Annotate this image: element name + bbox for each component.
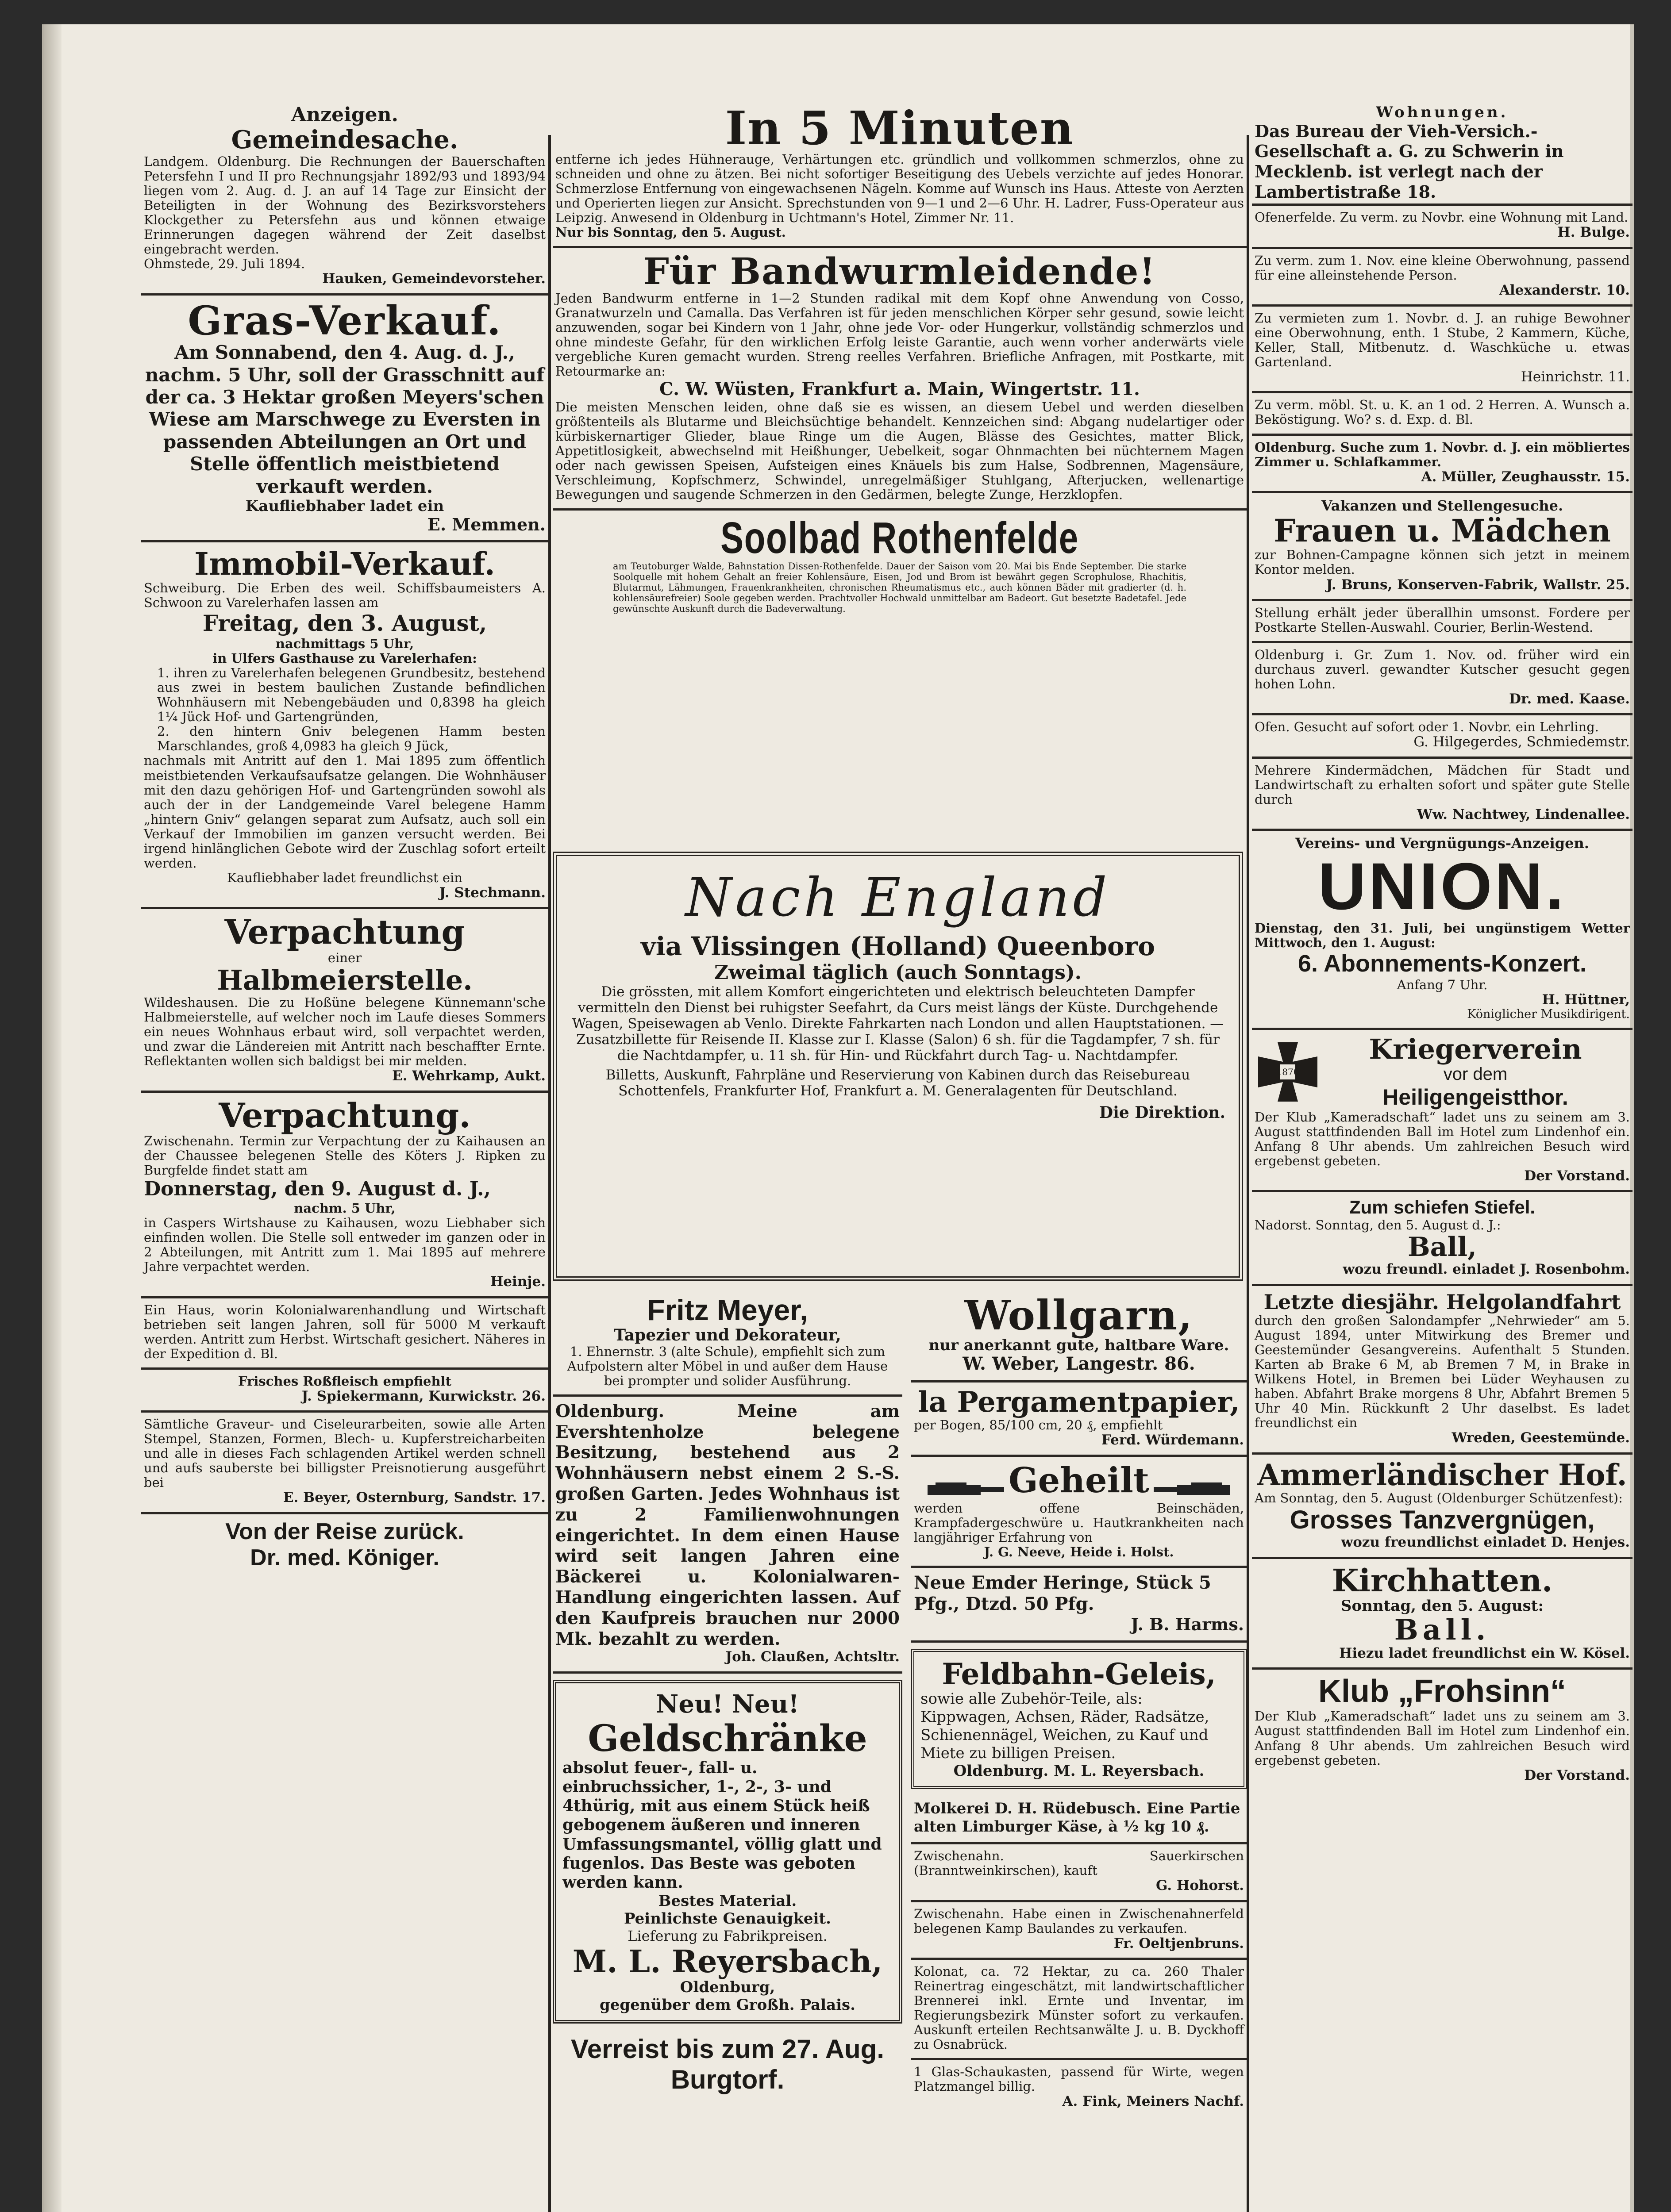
ad-text: Jeden Bandwurm entferne in 1—2 Stunden radikal mit dem Kopf ohne Anwendung von Cosso, Granatwurzeln und Camalla. Das Verfahren ist für jeden menschlichen Körper sehr gesund, sowie leicht anzuwenden, sogar bei Kindern von 1 Jahr, ohne jede Vor- oder Hungerkur, vollständig schmerzlos und ohne mindeste Gefahr, für den wirklichen Erfolg leiste Garantie, auch wenn vorher anderwärts viele vergebliche Kuren gemacht wurden. Streng reelles Verfahren. Briefliche Anfragen, mit Postkarte, mit Retourmarke an: <box>555 290 1244 379</box>
ad-subtitle: einer <box>327 950 362 965</box>
section-heading: Vereins- und Vergnügungs-Anzeigen. <box>1295 835 1589 852</box>
ad-kriegerverein <box>1252 1030 1632 1192</box>
ad-date: Donnerstag, den 9. August d. J., <box>144 1178 491 1201</box>
ad-title: Von der Reise zurück. <box>225 1518 464 1544</box>
ad-signature: Oldenburg, <box>680 1978 775 1997</box>
ad-signature: Alexanderstr. 10. <box>1499 282 1630 298</box>
ad-oldenburg-besitzung <box>553 1397 902 1674</box>
ad-text: Der Klub „Kameradschaft“ ladet uns zu seinem am 3. August stattfindenden Ball im Hotel zum Lindenhof ein. Anfang 8 Uhr abends. Um zahlreichen Besuch wird ergebenst gebeten. <box>1255 1709 1630 1768</box>
binding-shadow <box>44 24 62 2212</box>
ad-immobil-verkauf <box>141 542 548 909</box>
ad-stellung <box>1252 601 1632 643</box>
ad-text: nur anerkannt gute, haltbare Ware. <box>928 1336 1229 1354</box>
ad-molkerei <box>911 1795 1247 1844</box>
ad-subtitle: Heiligengeistthor. <box>1382 1084 1568 1110</box>
newspaper-page <box>42 24 1634 2212</box>
ad-text: Die grössten, mit allem Komfort eingerichteten und elektrisch beleuchteten Dampfer vermitteln den Dienst bei ruhigster Seefahrt, da Curs meist längs der Küste. Durchgehende Wagen, Speisewagen ab Venlo. Direkte Fahrkarten nach London und allen Hauptstationen. — Zusatzbillette für Reisende II. Klasse zur I. Klasse (Salon) 6 sh. für die Tagdampfer, 7 sh. für die Nachtdampfer, u. 11 sh. für Hin- und Rückfahrt durch Tag- u. Nachtdampfer. <box>572 984 1224 1064</box>
ad-title: Klub „Frohsinn“ <box>1318 1674 1566 1709</box>
ad-signature: E. Beyer, Osternburg, Sandstr. 17. <box>283 1490 546 1506</box>
ad-title: Für Bandwurmleidende! <box>643 250 1156 293</box>
ad-signature: H. Bulge. <box>1557 224 1630 241</box>
ad-signature: E. Wehrkamp, Aukt. <box>392 1068 546 1084</box>
ad-text: Zu verm. zum 1. Nov. eine kleine Oberwohnung, passend für eine alleinstehende Person. <box>1255 253 1630 283</box>
ad-signature: Ww. Nachtwey, Lindenallee. <box>1417 806 1630 822</box>
ad-text: Oldenburg i. Gr. Zum 1. Nov. od. früher wird ein durchaus zuverl. gewandter Kutscher gesucht gegen hohen Lohn. <box>1255 647 1630 692</box>
ad-subtitle: Zweimal täglich (auch Sonntags). <box>714 961 1082 984</box>
ad-text: Ofenerfelde. Zu verm. zu Novbr. eine Wohnung mit Land. <box>1255 210 1629 225</box>
ad-title: Verpachtung <box>224 912 465 952</box>
ad-pergamentpapier <box>911 1382 1247 1457</box>
column-middle <box>553 100 1247 2212</box>
ad-signature: G. Hilgegerdes, Schmiedemstr. <box>1413 734 1630 750</box>
ad-text: Am Sonnabend, den 4. Aug. d. J., nachm. 5 Uhr, soll der Grasschnitt auf der ca. 3 Hektar großen Meyers'schen Wiese am Marschwege zu Eversten in passenden Abteilungen an Ort und Stelle öffentlich meistbietend verkauft werden. <box>145 342 545 497</box>
ad-text: Dienstag, den 31. Juli, bei ungünstigem Wetter Mittwoch, den 1. August: <box>1255 921 1630 951</box>
section-heading: Anzeigen. <box>291 104 398 126</box>
ad-zu-vermieten <box>1252 307 1632 394</box>
middle-left <box>553 1290 902 2101</box>
ad-geheilt <box>911 1457 1247 1568</box>
ad-text: Ofen. Gesucht auf sofort oder 1. Novbr. ein Lehrling. <box>1255 719 1599 735</box>
ad-text: Zu verm. möbl. St. u. K. an 1 od. 2 Herren. A. Wunsch a. Beköstigung. Wo? s. d. Exp. d. Bl. <box>1255 397 1630 427</box>
ad-title-row <box>914 1461 1244 1502</box>
ad-title: Immobil-Verkauf. <box>194 545 495 582</box>
ad-title: Fritz Meyer, <box>647 1294 808 1326</box>
ad-title: Kriegerverein <box>1369 1033 1582 1065</box>
ad-signature: H. Hüttner, <box>1542 991 1630 1008</box>
ad-signature: W. Weber, Langestr. 86. <box>963 1353 1195 1375</box>
ad-title: Gras-Verkauf. <box>188 297 502 344</box>
ad-signature: Königlicher Musikdirigent. <box>1467 1007 1630 1022</box>
ad-text: Zu vermieten zum 1. Novbr. d. J. an ruhige Bewohner eine Oberwohnung, enth. 1 Stube, 2 Kammern, Küche, Keller, Stall, Mitbenutz. d. Waschküche u. etwas Gartenland. <box>1255 310 1630 370</box>
ad-text: Schweiburg. Die Erben des weil. Schiffsbaumeisters A. Schwoon zu Varelerhafen lassen am <box>144 580 546 611</box>
ad-text: Anfang 7 Uhr. <box>1397 977 1488 992</box>
column-right <box>1252 100 1632 2212</box>
ad-text: Mehrere Kindermädchen, Mädchen für Stadt und Landwirtschaft zu erhalten sofort und später gute Stelle durch <box>1255 762 1630 807</box>
ad-gemeindesache <box>141 100 548 296</box>
ad-gras-verkauf <box>141 296 548 542</box>
ad-graveur <box>141 1413 548 1514</box>
ad-text: per Bogen, 85/100 cm, 20 ₰, empfiehlt <box>914 1417 1163 1433</box>
ad-signature: Wreden, Geestemünde. <box>1452 1430 1630 1446</box>
ad-text: entferne ich jedes Hühnerauge, Verhärtungen etc. gründlich und vollkommen schmerzlos, ohne zu schneiden und ohne zu ätzen. Bei nicht sofortiger Beseitigung des Uebels verzichte auf jedes Honorar. Schmerzlose Entfernung von eingewachsenen Nägeln. Komme auf Wunsch ins Haus. Atteste von Aerzten und Operierten liegen zur Ansicht. Sprechstunden von 9—1 und 2—6 Uhr. H. Ladrer, Fuss-Operateur aus Leipzig. Anwesend in Oldenburg in Uchtmann's Hotel, Zimmer Nr. 11. <box>555 152 1244 226</box>
ad-date: Freitag, den 3. August, <box>202 610 487 637</box>
ad-title: Letzte diesjähr. Helgolandfahrt <box>1263 1290 1621 1314</box>
ad-soolbad <box>553 511 1247 621</box>
ad-signature: G. Hohorst. <box>1155 1878 1244 1894</box>
ad-text: 1 Glas-Schaukasten, passend für Wirte, wegen Platzmangel billig. <box>914 2064 1244 2094</box>
ad-time: nachmittags 5 Uhr, <box>275 636 414 652</box>
ad-text: absolut feuer-, fall- u. einbruchssicher, 1-, 2-, 3- und 4thürig, mit aus einem Stück heiß gebogenem äußeren und inneren Umfassungsmantel, völlig glatt und fugenlos. Das Beste was geboten werden kann. <box>562 1758 882 1892</box>
ad-text: Zwischenahn. Sauerkirschen (Branntweinkirschen), kauft <box>914 1848 1244 1878</box>
ad-title: Verreist bis zum 27. Aug. <box>570 2034 885 2064</box>
ad-title: Geldschränke <box>588 1717 867 1760</box>
ad-kolonat <box>911 1960 1247 2060</box>
ad-signature: gegenüber dem Großh. Palais. <box>600 1996 855 2014</box>
ad-text: Molkerei D. H. Rüdebusch. Eine Partie alten Limburger Käse, à ½ kg 10 ₰. <box>914 1800 1240 1836</box>
ad-text: sowie alle Zubehör-Teile, als: Kippwagen, Achsen, Räder, Radsätze, Schienennägel, Weichen, zu Kauf und Miete zu billigen Preisen. <box>920 1690 1209 1762</box>
ad-signature: Dr. med. Kaase. <box>1509 691 1630 707</box>
iron-cross-year: 1870 <box>1276 1067 1299 1078</box>
ad-title: Feldbahn-Geleis, <box>942 1656 1216 1691</box>
ad-ammerlaendischer-hof <box>1252 1455 1632 1559</box>
ad-text: am Teutoburger Walde, Bahnstation Dissen-Rothenfelde. Dauer der Saison vom 20. Mai bis Ende September. Die starke Soolquelle mit hohem Gehalt an freier Kohlensäure, Eisen, Jod und Brom ist bewährt gegen Scrophulose, Rhachitis, Blutarmut, Lähmungen, Frauenkrankheiten, chronischen Rheumatismus etc., auch können Bäder mit gradierter (d. h. kohlensäurefreier) Soole gegeben werden. Prachtvoller Hochwald unmittelbar am Badeort. Gut besetzte Badetafel. Jede gewünschte Auskunft durch die Badeverwaltung. <box>613 561 1186 614</box>
ad-heringe <box>911 1568 1247 1642</box>
ad-signature: J. Stechmann. <box>439 884 546 901</box>
ad-text: Landgem. Oldenburg. Die Rechnungen der Bauerschaften Petersfehn I und II pro Rechnungsjahr 1892/93 und 1893/94 liegen vom 2. Aug. d. J. an auf 14 Tage zur Einsicht der Beteiligten in der Wohnung des Bezirksvorstehers Klockgether zu Petersfehn aus und können etwaige Erinnerungen dagegen während der Zeit daselbst eingebracht werden. <box>144 154 546 257</box>
ad-hühneraugen <box>553 100 1247 248</box>
ad-text: Sonntag, den 5. August: <box>1340 1597 1544 1615</box>
ad-union <box>1252 831 1632 1030</box>
ad-title: Geheilt <box>1009 1460 1149 1501</box>
ad-title: Frauen u. Mädchen <box>1274 512 1611 549</box>
ad-verreist <box>553 2030 902 2101</box>
ad-signature: Hauken, Gemeindevorsteher. <box>322 271 546 287</box>
ad-title: la Pergamentpapier, <box>918 1385 1240 1419</box>
ad-nach-england <box>553 852 1243 1281</box>
ad-signature: Ferd. Würdemann. <box>1101 1432 1244 1448</box>
ad-verpachtung <box>141 1093 548 1298</box>
ad-title: Ammerländischer Hof. <box>1257 1457 1627 1492</box>
ad-verpachtung-halbmeierstelle <box>141 909 548 1092</box>
ad-text: Bestes Material. <box>658 1892 797 1910</box>
ad-text: Oldenburg. Meine am Evershtenholze belegene Besitzung, bestehend aus 2 Wohnhäusern nebst einem 2 S.-S. großen Garten. Jedes Wohnhaus ist zu 2 Familienwohnungen eingerichtet. In dem einen Hause wird seit langen Jahren eine Bäckerei u. Kolonialwaren-Handlung eingerichten lassen. Auf den Kaufpreis brauchen nur 2000 Mk. bezahlt zu werden. <box>555 1401 900 1649</box>
ad-kamp <box>911 1902 1247 1960</box>
ad-kirchhatten <box>1252 1559 1632 1670</box>
ad-signature: J. Spiekermann, Kurwickstr. 26. <box>301 1388 546 1404</box>
ad-title: Soolbad Rothenfelde <box>720 513 1079 563</box>
ad-text: Kolonat, ca. 72 Hektar, zu ca. 260 Thaler Reinertrag eingeschätzt, mit landwirtschaftlicher Brennerei inkl. Ernte und Inventar, im Regierungsbezirk Münster sofort zu verkaufen. Auskunft erteilen Rechtsanwälte J. u. B. Dyckhoff zu Osnabrück. <box>914 1963 1244 2052</box>
ad-item: 2. den hintern Gniv belegenen Hamm besten Marschlandes, groß 4,0983 ha gleich 9 Jück, <box>157 724 546 754</box>
ad-signature: Hiezu ladet freundlichst ein W. Kösel. <box>1339 1645 1630 1661</box>
ad-signature: M. L. Reyersbach, <box>572 1943 883 1980</box>
ad-signature: J. Bruns, Konserven-Fabrik, Wallstr. 25. <box>1326 576 1630 593</box>
ad-signature: E. Memmen. <box>427 514 546 534</box>
ad-address: C. W. Wüsten, Frankfurt a. Main, Wingertstr. 11. <box>659 378 1140 399</box>
ad-text: Nur bis Sonntag, den 5. August. <box>555 225 786 240</box>
ad-text: Am Sonntag, den 5. August (Oldenburger Schützenfest): <box>1255 1490 1623 1506</box>
ad-text: Nadorst. Sonntag, den 5. August d. J.: <box>1255 1217 1501 1233</box>
ad-text: Das Bureau der Vieh-Versich.-Gesellschaft a. G. zu Schwerin in Mecklenb. ist verlegt nach der Lambertistraße 18. <box>1255 121 1564 202</box>
ad-text: Ein Haus, worin Kolonialwarenhandlung und Wirtschaft betrieben seit langen Jahren, soll für 5000 M verkauft werden. Antritt zum Herbst. Wirtschaft gesichert. Näheres in der Expedition d. Bl. <box>144 1302 546 1361</box>
ad-sauerkirschen <box>911 1844 1247 1902</box>
ad-title: Kirchhatten. <box>1332 1562 1553 1599</box>
middle-top <box>553 100 1247 621</box>
column-rule <box>1247 135 1249 2212</box>
ad-haus <box>141 1298 548 1370</box>
ad-signature: Heinrichstr. 11. <box>1521 369 1630 385</box>
ad-signature: wozu freundl. einladet J. Rosenbohm. <box>1343 1261 1630 1278</box>
ad-title: Verpachtung. <box>219 1095 471 1135</box>
ad-subtitle: Grosses Tanzvergnügen, <box>1290 1505 1595 1535</box>
ad-signature: Die Direktion. <box>1099 1103 1225 1122</box>
ad-text: in Caspers Wirtshause zu Kaihausen, wozu Liebhaber sich einfinden wollen. Die Stelle soll entweder im ganzen oder in 2 Abteilungen, mit Antritt zum 1. Mai 1895 auf mehrere Jahre verpachtet werden. <box>144 1215 546 1275</box>
ad-schiefer-stiefel <box>1252 1192 1632 1286</box>
ad-subtitle: Halbmeierstelle. <box>217 964 473 996</box>
ad-signature: Der Vorstand. <box>1524 1167 1630 1184</box>
ad-text: nachmals mit Antritt auf den 1. Mai 1895 zum öffentlich meistbietenden Verkaufsaufsatze gelangen. Die Wohnhäuser mit den dazu gehörigen Hof- und Gartengründen sowohl als auch der in der Landgemeinde Varel belegene Hamm „hintern Gniv“ gelangen separat zum Aufsatz, auch soll ein Verkauf der Immobilien im ganzen versucht werden. Bei irgend hinlänglichen Gebote wird der Zuschlag sofort erteilt werden. <box>144 753 546 871</box>
iron-cross-icon <box>1255 1039 1321 1105</box>
ad-text: Stellung erhält jeder überallhin umsonst. Fordere per Postkarte Stellen-Auswahl. Courier, Berlin-Westend. <box>1255 605 1630 635</box>
ad-date: Ohmstede, 29. Juli 1894. <box>144 256 305 272</box>
ad-subtitle: Ball, <box>1407 1232 1477 1263</box>
section-heading: Vakanzen und Stellengesuche. <box>1321 497 1563 514</box>
section-heading: Wohnungen. <box>1376 104 1509 121</box>
ad-text: zur Bohnen-Campagne können sich jetzt in meinem Kontor melden. <box>1255 547 1630 577</box>
ad-item: 1. ihren zu Varelerhafen belegenen Grundbesitz, bestehend aus zwei in bestem baulichen Zustande befindlichen Wohnhäusern mit Nebengebäuden und 0,8398 ha gleich 1¼ Jück Hof- und Gartengründen, <box>157 665 546 725</box>
ad-signature: A. Fink, Meiners Nachf. <box>1062 2093 1244 2110</box>
ad-place: in Ulfers Gasthause zu Varelerhafen: <box>212 651 477 666</box>
ad-kutscher <box>1252 643 1632 715</box>
ad-kleine-oberwohnung <box>1252 249 1632 307</box>
ad-signature: Oldenburg. M. L. Reyersbach. <box>953 1762 1205 1780</box>
column-rule <box>548 135 551 2212</box>
ad-text: Die meisten Menschen leiden, ohne daß sie es wissen, an diesem Uebel und werden dieselben größtenteils als Blutarme und Bleichsüchtige behandelt. Kennzeichen sind: Abgang nudelartiger oder kürbiskernartiger Glieder, blaue Ringe um die Augen, Blässe des Gesichtes, matter Blick, Appetitlosigkeit, abwechselnd mit Heißhunger, Uebelkeit, sogar Ohnmachten bei nüchternem Magen oder nach gewissen Speisen, Aufsteigen eines Knäuels bis zum Halse, Sodbrennen, Magensäure, Verschleimung, Kopfschmerz, Schwindel, unregelmäßiger Stuhlgang, Afterjucken, wellenartige Bewegungen und saugende Schmerzen in den Gedärmen, belegte Zunge, Herzklopfen. <box>555 399 1244 503</box>
ad-text: Frisches Roßfleisch empfiehlt <box>238 1373 451 1389</box>
ad-kindermaedchen <box>1252 759 1632 831</box>
ad-subtitle: vor dem <box>1443 1064 1508 1084</box>
ad-klub-frohsinn <box>1252 1670 1632 1790</box>
ad-signature: J. B. Harms. <box>1131 1614 1244 1635</box>
ad-wollgarn <box>911 1290 1247 1382</box>
ad-signature: A. Müller, Zeughausstr. 15. <box>1421 469 1630 485</box>
ad-time: nachm. 5 Uhr, <box>294 1201 396 1216</box>
ad-title: Nach England <box>685 867 1111 929</box>
ad-title: Gemeindesache. <box>231 125 458 155</box>
ad-signature: Joh. Claußen, Achtsltr. <box>725 1649 900 1665</box>
ad-signature: Burgtorf. <box>670 2064 785 2094</box>
ad-lehrling <box>1252 715 1632 758</box>
ad-signature: J. G. Neeve, Heide i. Holst. <box>984 1544 1174 1560</box>
ad-helgolandfahrt <box>1252 1286 1632 1455</box>
ad-reise <box>141 1514 548 1578</box>
ad-title: UNION. <box>1318 849 1567 923</box>
ad-signature: Heinje. <box>490 1274 546 1290</box>
ad-text: durch den großen Salondampfer „Nehrwieder“ am 5. August 1894, unter Mitwirkung des Bremer und Geestemünder Gesangvereins. Aufenthalt 5 Stunden. Karten ab Brake 6 M, ab Bremen 7 M, in Brake in Wilkens Hotel, in Bremen bei Lüder Weyhausen zu haben. Abfahrt Brake morgens 8 Uhr, Abfahrt Bremen 5 Uhr 40 Min. Rückkunft 2 Uhr daselbst. Es ladet freundlichst ein <box>1255 1313 1630 1431</box>
ad-ofenerfelde <box>1252 206 1632 249</box>
ad-signature: Der Vorstand. <box>1524 1767 1630 1783</box>
ad-signature: Dr. med. Königer. <box>250 1545 439 1571</box>
ad-subtitle: Tapezier und Dekorateur, <box>614 1325 841 1344</box>
ad-glasschaukasten <box>911 2060 1247 2116</box>
ad-title: In 5 Minuten <box>725 101 1074 155</box>
ad-suche-zimmer <box>1252 436 1632 493</box>
ad-title: Zum schiefen Stiefel. <box>1349 1197 1536 1218</box>
ad-text: Peinlichste Genauigkeit. <box>624 1910 831 1928</box>
middle-right <box>911 1290 1247 2116</box>
ad-bandwurm <box>553 248 1247 511</box>
ad-geldschraenke <box>553 1680 902 2024</box>
ad-signature: Fr. Oeltjenbruns. <box>1113 1935 1244 1951</box>
ad-text: Zwischenahn. Habe einen in Zwischenahnerfeld belegenen Kamp Baulandes zu verkaufen. <box>914 1906 1244 1936</box>
ad-text: 1. Ehnernstr. 3 (alte Schule), empfiehlt sich zum Aufpolstern alter Möbel in und außer dem Hause bei prompter und solider Ausführung. <box>567 1344 888 1388</box>
pointing-hand-icon <box>927 1479 1006 1501</box>
ad-feldbahn <box>911 1649 1247 1790</box>
ad-text: Der Klub „Kameradschaft“ ladet uns zu seinem am 3. August stattfindenden Ball im Hotel zum Lindenhof ein. Anfang 8 Uhr abends. Um zahlreichen Besuch wird ergebenst gebeten. <box>1255 1109 1630 1168</box>
ad-subtitle: 6. Abonnements-Konzert. <box>1298 950 1587 977</box>
ad-title-row <box>1255 1034 1630 1110</box>
ad-text: Sämtliche Graveur- und Ciseleurarbeiten, sowie alle Arten Stempel, Stanzen, Formen, Blech- u. Kupferstreicharbeiten und alle in dieses Fach schlagenden Artikel werden schnell und aufs sauberste bei billigster Preisnotierung ausgeführt bei <box>144 1417 546 1490</box>
ad-subtitle: Ball. <box>1394 1613 1490 1647</box>
ad-frauen-maedchen <box>1252 493 1632 601</box>
ad-subtitle: via Vlissingen (Holland) Queenboro <box>641 931 1155 961</box>
ad-text: Billetts, Auskunft, Fahrpläne und Reservierung von Kabinen durch das Reisebureau Schottenfels, Frankfurter Hof, Frankfurt a. M. Generalagenten für Deutschland. <box>605 1067 1190 1099</box>
section-wohnungen <box>1252 100 1632 206</box>
ad-signature: wozu freundlichst einladet D. Henjes. <box>1341 1534 1630 1551</box>
ad-rossfleisch <box>141 1370 548 1413</box>
ad-title: Wollgarn, <box>964 1291 1194 1339</box>
ad-signature: Kaufliebhaber ladet ein <box>245 497 444 515</box>
ad-signature: Kaufliebhaber ladet freundlichst ein <box>227 870 462 885</box>
pointing-hand-icon <box>1151 1479 1231 1501</box>
ad-title: Neu! Neu! <box>656 1689 799 1719</box>
ad-text: Wildeshausen. Die zu Hoßüne belegene Künnemann'sche Halbmeierstelle, auf welcher noch im Laufe dieses Sommers ein neues Wohnhaus erbaut wird, soll verpachtet werden, und zwar die Ländereien mit Antritt nach beschaffter Ernte. Reflektanten wollen sich baldigst bei mir melden. <box>144 995 546 1069</box>
ad-moebl-stube <box>1252 393 1632 435</box>
column-left <box>141 100 548 2212</box>
ad-text: Zwischenahn. Termin zur Verpachtung der zu Kaihausen an der Chaussee belegenen Stelle des Köters J. Ripken zu Burgfelde findet statt am <box>144 1133 546 1178</box>
ad-text: werden offene Beinschäden, Krampfadergeschwüre u. Hautkrankheiten nach langjähriger Erfahrung von <box>914 1501 1244 1545</box>
ad-text: Lieferung zu Fabrikpreisen. <box>628 1928 828 1945</box>
ad-fritz-meyer <box>553 1290 902 1397</box>
ad-text: Oldenburg. Suche zum 1. Novbr. d. J. ein möbliertes Zimmer u. Schlafkammer. <box>1255 439 1630 469</box>
ad-text: Neue Emder Heringe, Stück 5 Pfg., Dtzd. 50 Pfg. <box>914 1572 1211 1615</box>
